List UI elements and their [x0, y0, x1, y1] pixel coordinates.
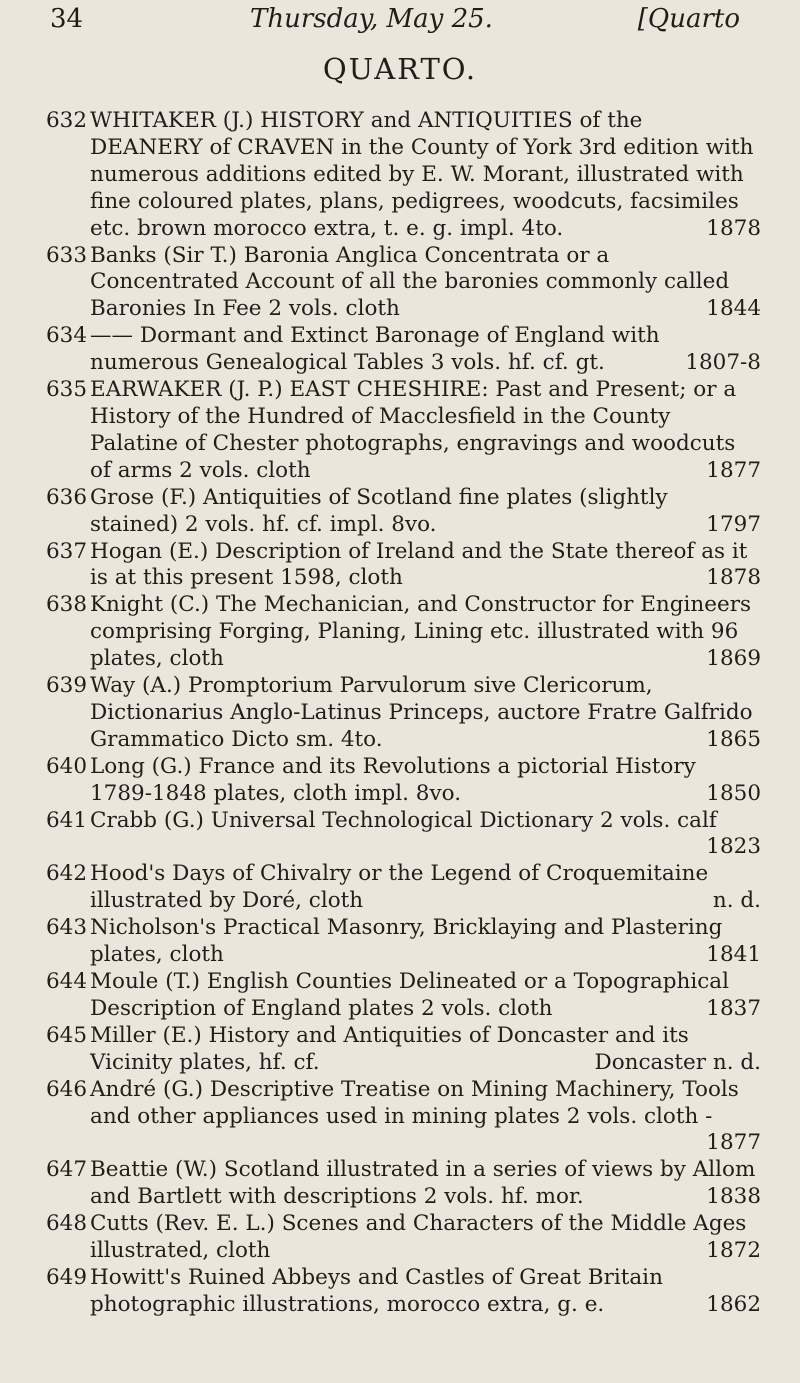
entry-date: 1872	[706, 1238, 761, 1264]
entry-date: 1869	[706, 646, 761, 672]
list-item	[46, 1265, 761, 1319]
lot-number: 649	[46, 1264, 88, 1290]
entry-list	[46, 108, 761, 1319]
entry-date: 1844	[706, 296, 761, 322]
lot-number: 645	[46, 1022, 88, 1048]
entry-date: 1865	[706, 726, 761, 752]
lot-number: 634	[46, 323, 88, 349]
entry-date: 1850	[706, 780, 761, 806]
entry-date: 1862	[706, 1291, 761, 1317]
list-item	[46, 861, 761, 915]
lot-number: 642	[46, 861, 88, 887]
lot-number: 633	[46, 242, 88, 268]
entry-date: 1878	[706, 565, 761, 591]
page-title: QUARTO.	[322, 52, 478, 86]
entry-date: 1807-8	[685, 350, 761, 376]
list-item	[46, 108, 761, 243]
entry-description: André (G.) Descriptive Treatise on Mining Machinery, Tools and other appliances used in mining plates 2 vols. cloth -	[90, 1076, 739, 1129]
lot-number: 644	[46, 969, 88, 994]
lot-number: 639	[46, 673, 88, 699]
entry-description: Miller (E.) History and Antiquities of Doncaster and its Vicinity plates, hf. cf.	[90, 1022, 689, 1075]
entry-description: EARWAKER (J. P.) EAST CHESHIRE: Past and Present; or a History of the Hundred of Macclesfield in the County Palatine of Chester photographs, engravings and woodcuts of arms 2 vols. cloth	[90, 377, 737, 483]
entry-date: 1837	[706, 995, 761, 1021]
list-item	[46, 539, 761, 593]
list-item	[46, 377, 761, 485]
entry-description: Way (A.) Promptorium Parvulorum sive Clericorum, Dictionarius Anglo-Latinus Princeps, auctore Fratre Galfrido Grammatico Dicto sm. 4to.	[90, 673, 753, 752]
lot-number: 641	[46, 807, 88, 833]
entry-date: 1878	[706, 215, 761, 241]
lot-number: 643	[46, 915, 88, 941]
entry-date: 1877	[706, 457, 761, 483]
sale-date: Thursday, May 25.	[250, 4, 493, 34]
entry-description: Beattie (W.) Scotland illustrated in a series of views by Allom and Bartlett with descriptions 2 vols. hf. mor.	[90, 1157, 756, 1210]
lot-number: 632	[46, 108, 88, 133]
lot-number: 636	[46, 484, 88, 510]
entry-description: Crabb (G.) Universal Technological Dictionary 2 vols. calf	[90, 807, 717, 833]
page-number: 34	[50, 4, 84, 34]
entry-date: 1841	[706, 942, 761, 968]
list-item	[46, 915, 761, 969]
list-item	[46, 969, 761, 1023]
entry-date: Doncaster n. d.	[594, 1049, 761, 1075]
entry-description: Long (G.) France and its Revolutions a pictorial History 1789-1848 plates, cloth impl. 8vo.	[90, 753, 696, 806]
lot-number: 646	[46, 1076, 88, 1102]
entry-description: Howitt's Ruined Abbeys and Castles of Great Britain photographic illustrations, morocco extra, g. e.	[90, 1264, 663, 1317]
list-item	[46, 1211, 761, 1265]
entry-date: n. d.	[712, 888, 761, 914]
entry-description: —— Dormant and Extinct Baronage of England with numerous Genealogical Tables 3 vols. hf. cf. gt.	[90, 323, 660, 376]
lot-number: 638	[46, 592, 88, 618]
entry-description: Moule (T.) English Counties Delineated or a Topographical Description of England plates 2 vols. cloth	[90, 969, 730, 1021]
list-item	[46, 1157, 761, 1211]
entry-date: 1823	[706, 834, 761, 860]
list-item	[46, 592, 761, 673]
lot-number: 640	[46, 753, 88, 779]
entry-date: 1838	[706, 1184, 761, 1210]
entry-date: 1877	[706, 1130, 761, 1156]
entry-description: Nicholson's Practical Masonry, Bricklaying and Plastering plates, cloth	[90, 915, 723, 968]
entry-description: Knight (C.) The Mechanician, and Constructor for Engineers comprising Forging, Planing, Lining etc. illustrated with 96 plates, cloth	[90, 592, 751, 672]
section-label: [Quarto	[637, 4, 740, 34]
entry-date: 1797	[706, 511, 761, 537]
entry-description: Banks (Sir T.) Baronia Anglica Concentrata or a Concentrated Account of all the baronies commonly called Baronies In Fee 2 vols. cloth	[90, 242, 730, 322]
lot-number: 647	[46, 1157, 88, 1183]
list-item	[46, 1077, 761, 1158]
list-item	[46, 485, 761, 539]
list-item	[46, 323, 761, 377]
running-header	[50, 2, 740, 42]
entry-description: Cutts (Rev. E. L.) Scenes and Characters of the Middle Ages illustrated, cloth	[90, 1211, 747, 1264]
entry-description: Grose (F.) Antiquities of Scotland fine plates (slightly stained) 2 vols. hf. cf. impl. 8vo.	[90, 484, 668, 537]
list-item	[46, 1023, 761, 1077]
list-item	[46, 808, 761, 862]
entry-description: Hood's Days of Chivalry or the Legend of Croquemitaine illustrated by Doré, cloth	[90, 861, 709, 914]
entry-description: WHITAKER (J.) HISTORY and ANTIQUITIES of the DEANERY of CRAVEN in the County of York 3rd edition with numerous additions edited by E. W. Morant, illustrated with fine coloured plates, plans, pedigrees, woodcuts, facsimiles etc. brown morocco extra, t. e. g. impl. 4to.	[90, 108, 754, 241]
lot-number: 648	[46, 1211, 88, 1237]
list-item	[46, 754, 761, 808]
entry-description: Hogan (E.) Description of Ireland and the State thereof as it is at this present 1598, cloth	[90, 538, 748, 591]
list-item	[46, 673, 761, 754]
lot-number: 637	[46, 538, 88, 564]
lot-number: 635	[46, 377, 88, 403]
list-item	[46, 243, 761, 324]
